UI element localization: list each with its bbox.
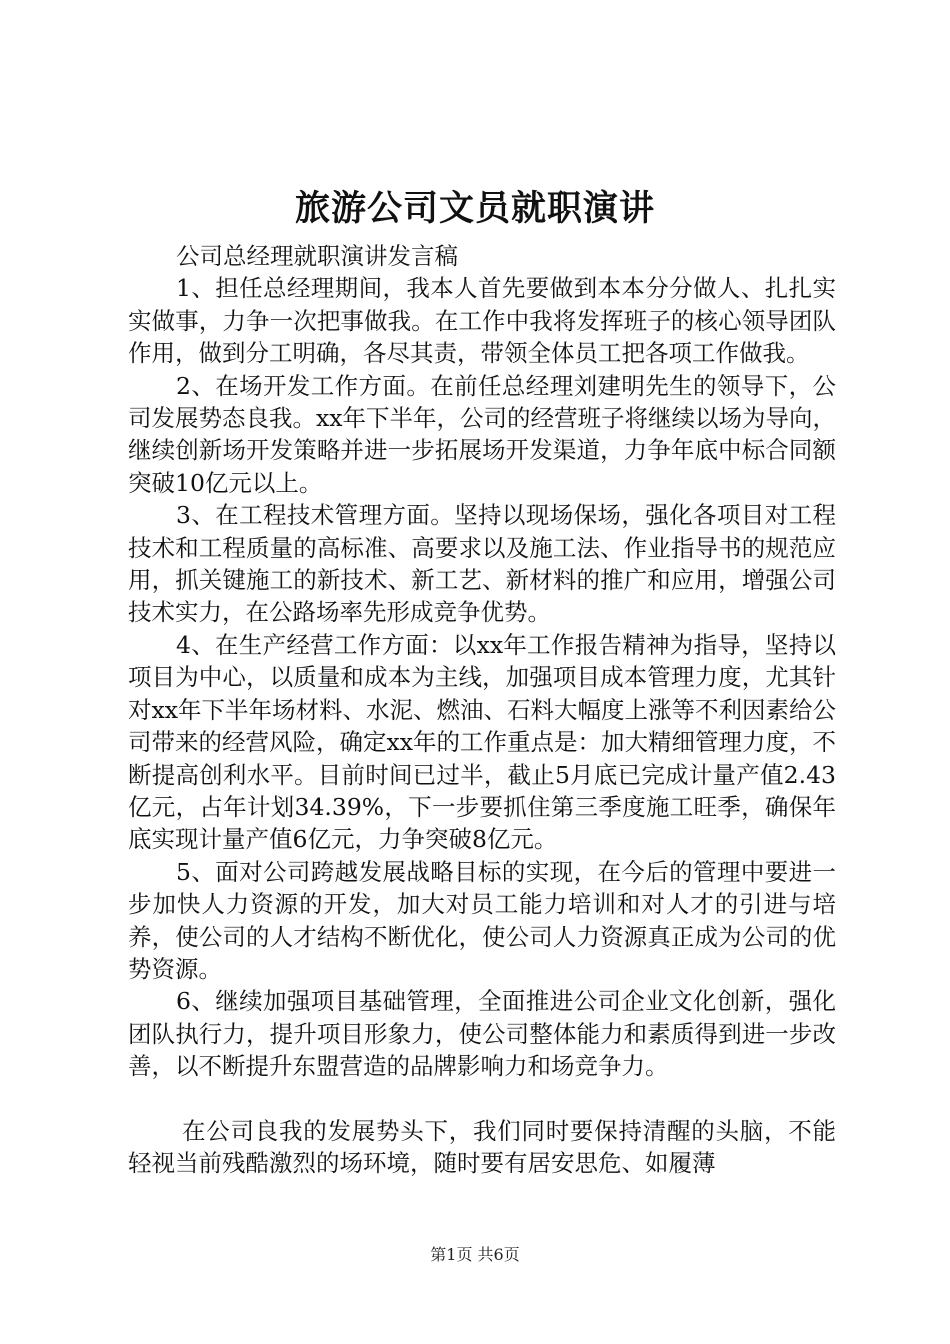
paragraph-4: 4、在生产经营工作方面：以xx年工作报告精神为指导，坚持以项目为中心，以质量和成本为主线，加强项目成本管理力度，尤其针对xx年下半年场材料、水泥、燃油、石料大幅度上涨等不利因素给公司带来的经营风险，确定xx年的工作重点是：加大精细管理力度，不断提高创利水平。目前时间已过半，截止5月底已完成计量产值2.43亿元，占年计划34.39%，下一步要抓住第三季度施工旺季，确保年底实现计量产值6亿元，力争突破8亿元。: [128, 630, 837, 854]
document-body: [128, 240, 836, 1179]
paragraph-3: 3、在工程技术管理方面。坚持以现场保场，强化各项目对工程技术和工程质量的高标准、高要求以及施工法、作业指导书的规范应用，抓关键施工的新技术、新工艺、新材料的推广和应用，增强公司技术实力，在公路场率先形成竞争优势。: [128, 501, 836, 627]
paragraph-1: 1、担任总经理期间，我本人首先要做到本本分分做人、扎扎实实做事，力争一次把事做我。在工作中我将发挥班子的核心领导团队作用，做到分工明确，各尽其责，带领全体员工把各项工作做我。: [128, 274, 836, 368]
page-number-footer: 第1页 共6页: [430, 1245, 520, 1264]
paragraph-gap: [128, 1083, 836, 1115]
closing-paragraph: 在公司良我的发展势头下，我们同时要保持清醒的头脑，不能轻视当前残酷激烈的场环境，随时要有居安思危、如履薄: [128, 1116, 836, 1177]
document-subtitle: 公司总经理就职演讲发言稿: [176, 242, 458, 270]
paragraph-6: 6、继续加强项目基础管理，全面推进公司企业文化创新，强化团队执行力，提升项目形象力，使公司整体能力和素质得到进一步改善，以不断提升东盟营造的品牌影响力和场竞争力。: [128, 987, 836, 1081]
document-title: 旅游公司文员就职演讲: [294, 188, 655, 229]
paragraph-2: 2、在场开发工作方面。在前任总经理刘建明先生的领导下，公司发展势态良我。xx年下半年，公司的经营班子将继续以场为导向，继续创新场开发策略并进一步拓展场开发渠道，力争年底中标合同额突破10亿元以上。: [128, 371, 837, 497]
paragraph-5: 5、面对公司跨越发展战略目标的实现，在今后的管理中要进一步加快人力资源的开发，加大对员工能力培训和对人才的引进与培养，使公司的人才结构不断优化，使公司人力资源真正成为公司的优势资源。: [128, 857, 836, 983]
